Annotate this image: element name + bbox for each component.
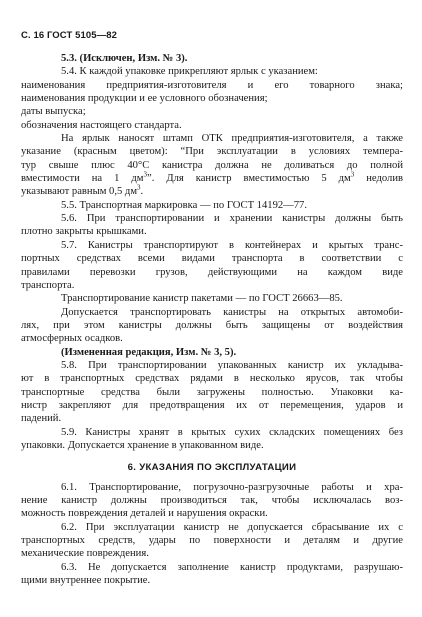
- label-stamp-line-4a: вместимости на 1 дм: [21, 173, 144, 185]
- section-6-title: 6. УКАЗАНИЯ ПО ЭКСПЛУАТАЦИИ: [127, 462, 297, 474]
- clause-5-8-line-4: нистр закрепляют для предотвращения их от перемещения, ударов и: [21, 399, 403, 411]
- label-stamp-line-4e: недолив: [354, 173, 403, 185]
- label-stamp-line-5c: .: [140, 186, 144, 198]
- label-stamp-line-3: тур свыше плюс 40°С канистра должна не доливаться до полной: [21, 159, 403, 171]
- clause-5-4-line-1: 5.4. К каждой упаковке прикрепляют ярлык с указанием:: [61, 66, 318, 78]
- clause-5-7-line-1: 5.7. Канистры транспортируют в контейнерах и крытых транс-: [61, 239, 403, 251]
- amendment-note: (Измененная редакция, Изм. № 3, 5).: [61, 346, 237, 358]
- clause-6-1-line-1: 6.1. Транспортирование, погрузочно-разгрузочные работы и хра-: [61, 481, 403, 493]
- clause-6-2-line-2: транспортных средств, удары по поверхности и деталям и другие: [21, 535, 403, 547]
- label-stamp-line-1: На ярлык наносят штамп ОТК предприятия-изготовителя, а также: [61, 133, 403, 145]
- clause-5-5: 5.5. Транспортная маркировка — по ГОСТ 14192—77.: [61, 199, 308, 211]
- clause-5-7-open-line-2: лях, при этом канистры должны быть защищены от воздействия: [21, 319, 403, 331]
- clause-5-8-line-2: ют в транспортных средствах рядами в несколько ярусов, так чтобы: [21, 373, 403, 385]
- clause-5-4-line-2: наименования предприятия-изготовителя и его товарного знака;: [21, 79, 403, 91]
- clause-5-7-packages: Транспортирование канистр пакетами — по ГОСТ 26663—85.: [61, 293, 343, 305]
- clause-5-7-open-line-1: Допускается транспортировать канистры на открытых автомоби-: [61, 306, 403, 318]
- clause-5-7-line-3: правилами перевозки грузов, действующими на каждом виде: [21, 266, 403, 278]
- clause-5-4-line-3: наименования продукции и ее условного обозначения;: [21, 93, 268, 105]
- document-body: [21, 52, 403, 587]
- label-stamp-line-4: [21, 172, 403, 185]
- clause-5-7-open-line-3: атмосферных осадков.: [21, 333, 123, 345]
- clause-5-7-line-2: портных средствах всеми видами транспорта в соответствии с: [21, 253, 403, 265]
- clause-5-7-line-4: транспорта.: [21, 279, 75, 291]
- clause-5-8-line-5: падений.: [21, 413, 62, 425]
- clause-5-4-line-5: обозначения настоящего стандарта.: [21, 119, 182, 131]
- clause-6-2-line-3: механические повреждения.: [21, 548, 149, 560]
- clause-5-8-line-3: транспортные средства были загружены полностью. Упаковки ка-: [21, 386, 403, 398]
- clause-6-1-line-3: можность повреждения деталей и нарушения окраски.: [21, 508, 268, 520]
- clause-5-3: 5.3. (Исключен, Изм. № 3).: [61, 53, 188, 64]
- cubic-superscript: 3: [137, 183, 141, 192]
- label-stamp-line-2: указание (красным цветом): “При эксплуатации в условиях темпера-: [21, 146, 403, 158]
- label-stamp-line-4c: ”. Для канистр вместимостью 5 дм: [147, 173, 351, 185]
- clause-5-4-line-4: даты выпуска;: [21, 106, 86, 118]
- page-header: С. 16 ГОСТ 5105—82: [21, 30, 118, 41]
- cubic-superscript: 3: [350, 170, 355, 179]
- label-stamp-line-5a: указывают равным 0,5 дм: [21, 186, 138, 198]
- cubic-superscript: 3: [143, 170, 148, 179]
- clause-5-9-line-1: 5.9. Канистры хранят в крытых сухих складских помещениях без: [61, 426, 403, 438]
- clause-6-3-line-1: 6.3. Не допускается заполнение канистр продуктами, разрушаю-: [61, 561, 403, 573]
- clause-5-8-line-1: 5.8. При транспортировании упакованных канистр их укладыва-: [61, 359, 403, 371]
- clause-6-2-line-1: 6.2. При эксплуатации канистр не допускается сбрасывание их с: [61, 521, 403, 533]
- clause-6-3-line-2: щими внутреннее покрытие.: [21, 575, 151, 587]
- clause-5-9-line-2: упаковки. Допускается хранение в упакованном виде.: [21, 439, 264, 451]
- clause-6-1-line-2: нение канистр должны производиться так, чтобы исключалась воз-: [21, 495, 403, 506]
- clause-5-6-line-1: 5.6. При транспортировании и хранении канистры должны быть: [61, 213, 403, 225]
- clause-5-6-line-2: плотно закрыты крышками.: [21, 226, 147, 238]
- label-stamp-line-5: [21, 185, 403, 198]
